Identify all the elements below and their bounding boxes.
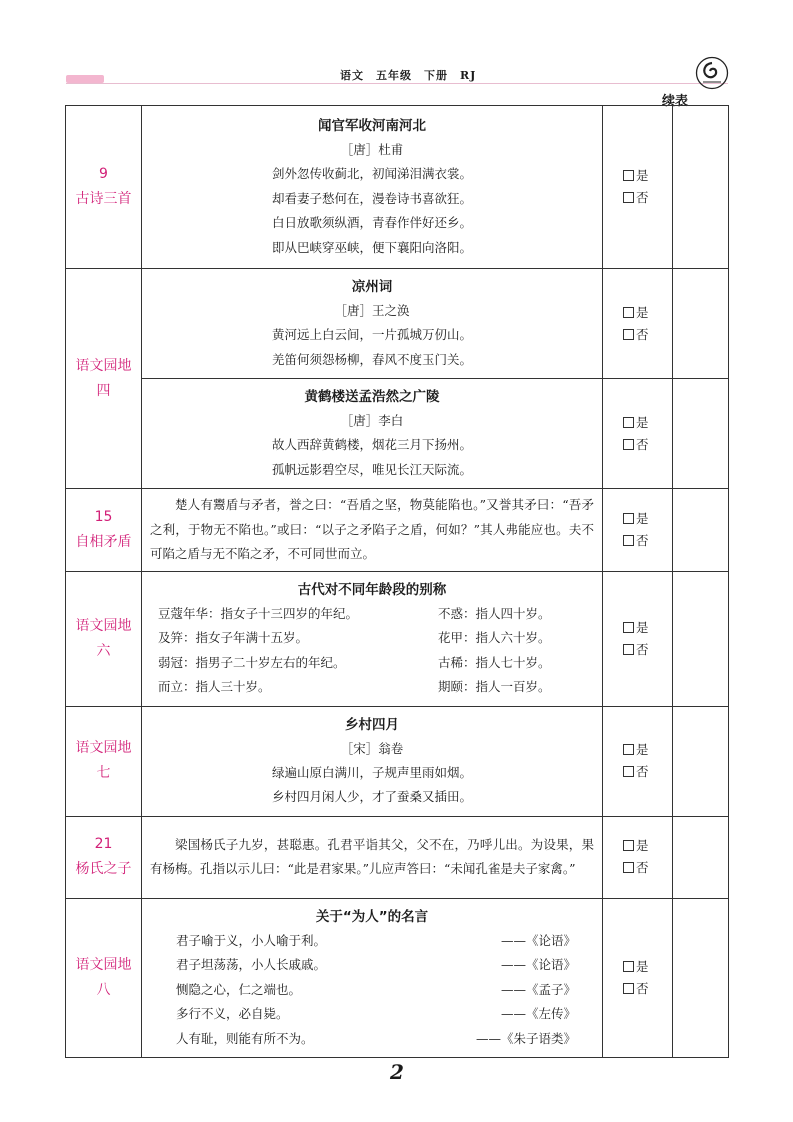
no-label: 否 bbox=[636, 326, 649, 342]
content-cell bbox=[142, 269, 603, 379]
no-label: 否 bbox=[636, 764, 649, 779]
check-cell bbox=[603, 816, 673, 898]
table-row bbox=[66, 571, 729, 706]
yes-label: 是 bbox=[636, 168, 649, 183]
age-term: 古稀：指人七十岁。 bbox=[438, 654, 551, 670]
lesson-cell bbox=[66, 106, 142, 269]
page-number: 2 bbox=[390, 1060, 404, 1084]
blank-cell bbox=[673, 706, 729, 816]
blank-cell bbox=[673, 898, 729, 1058]
poem-line: 白日放歌须纵酒，青春作伴好还乡。 bbox=[271, 215, 472, 230]
classical-text: 梁国杨氏子九岁，甚聪惠。孔君平诣其父，父不在，乃呼儿出。为设果，果有杨梅。孔指以示儿曰：“此是君家果。”儿应声答曰：“未闻孔雀是夫子家禽。” bbox=[150, 836, 594, 876]
no-checkbox[interactable] bbox=[623, 439, 634, 450]
no-label: 否 bbox=[636, 436, 649, 452]
poem-author: ［唐］杜甫 bbox=[340, 142, 404, 157]
lesson-title: 语文园地 bbox=[75, 956, 132, 973]
yes-label: 是 bbox=[636, 414, 649, 430]
lesson-title: 语文园地 bbox=[75, 740, 132, 756]
poem-line: 绿遍山原白满川，子规声里雨如烟。 bbox=[271, 764, 472, 780]
header-subject: 语文 五年级 下册 RJ bbox=[340, 69, 477, 82]
lesson-subtitle: 八 bbox=[96, 981, 111, 998]
poem-line: 却看妻子愁何在，漫卷诗书喜欲狂。 bbox=[271, 190, 472, 206]
blank-cell bbox=[673, 379, 729, 489]
poem-title: 乡村四月 bbox=[345, 716, 399, 733]
yes-label: 是 bbox=[636, 510, 649, 526]
no-checkbox[interactable] bbox=[623, 329, 634, 340]
classical-text: 楚人有鬻盾与矛者，誉之曰：“吾盾之坚，物莫能陷也。”又誉其矛曰：“吾矛之利，于物无不陷也。”或曰：“以子之矛陷子之盾，何如？”其人弗能应也。夫不可陷之盾与无不陷之矛，不可同世而立。 bbox=[150, 497, 594, 561]
poem-author: ［唐］王之涣 bbox=[334, 303, 410, 318]
content-cell bbox=[142, 898, 603, 1058]
lesson-number: 9 bbox=[99, 166, 108, 182]
poem-line: 乡村四月闲人少，才了蚕桑又插田。 bbox=[271, 789, 472, 804]
lesson-cell bbox=[66, 571, 142, 706]
age-term: 豆蔻年华：指女子十三四岁的年纪。 bbox=[158, 605, 359, 621]
check-cell bbox=[603, 706, 673, 816]
yes-label: 是 bbox=[636, 742, 649, 757]
swirl-logo-icon bbox=[695, 56, 729, 90]
yes-label: 是 bbox=[636, 838, 649, 853]
continued-label: 续表 bbox=[662, 94, 689, 109]
recitation-table bbox=[65, 105, 729, 1058]
no-checkbox[interactable] bbox=[623, 644, 634, 655]
quote-source: ——《左传》 bbox=[500, 1006, 576, 1021]
no-checkbox[interactable] bbox=[623, 862, 634, 873]
lesson-title: 古诗三首 bbox=[75, 191, 132, 207]
no-checkbox[interactable] bbox=[623, 535, 634, 546]
quote-row bbox=[150, 978, 594, 1003]
content-cell bbox=[142, 571, 603, 706]
no-label: 否 bbox=[636, 190, 649, 205]
age-term: 期颐：指人一百岁。 bbox=[438, 679, 551, 694]
quote-source: ——《孟子》 bbox=[500, 981, 576, 997]
quote-text: 恻隐之心，仁之端也。 bbox=[176, 981, 302, 997]
poem-line: 即从巴峡穿巫峡，便下襄阳向洛阳。 bbox=[271, 239, 472, 255]
blank-cell bbox=[673, 816, 729, 898]
no-checkbox[interactable] bbox=[623, 192, 634, 203]
poem-author: ［宋］翁卷 bbox=[340, 740, 404, 756]
lesson-cell bbox=[66, 898, 142, 1058]
table-row bbox=[66, 706, 729, 816]
quote-text: 君子坦荡荡，小人长戚戚。 bbox=[176, 957, 327, 972]
lesson-number: 15 bbox=[94, 508, 113, 525]
quote-source: ——《论语》 bbox=[500, 932, 576, 948]
age-term: 而立：指人三十岁。 bbox=[158, 679, 271, 694]
poem-title: 闻官军收河南河北 bbox=[318, 118, 426, 134]
lesson-cell bbox=[66, 269, 142, 489]
blank-cell bbox=[673, 269, 729, 379]
age-term: 及笄：指女子年满十五岁。 bbox=[158, 630, 309, 645]
table-row bbox=[66, 269, 729, 379]
quote-row bbox=[150, 929, 594, 954]
poem-line: 羌笛何须怨杨柳，春风不度玉门关。 bbox=[271, 351, 472, 367]
check-cell bbox=[603, 269, 673, 379]
section-title: 古代对不同年龄段的别称 bbox=[297, 581, 447, 598]
quote-row bbox=[150, 953, 594, 978]
blank-cell bbox=[673, 489, 729, 572]
lesson-title: 杨氏之子 bbox=[75, 861, 132, 877]
age-term: 不惑：指人四十岁。 bbox=[438, 605, 551, 621]
yes-checkbox[interactable] bbox=[623, 840, 634, 851]
age-term: 弱冠：指男子二十岁左右的年纪。 bbox=[158, 654, 346, 670]
yes-checkbox[interactable] bbox=[623, 961, 634, 972]
quote-row bbox=[150, 1027, 594, 1052]
lesson-subtitle: 六 bbox=[96, 642, 111, 659]
no-label: 否 bbox=[636, 980, 649, 996]
lesson-title: 语文园地 bbox=[75, 617, 132, 634]
poem-line: 孤帆远影碧空尽，唯见长江天际流。 bbox=[271, 461, 472, 477]
poem-line: 黄河远上白云间，一片孤城万仞山。 bbox=[271, 327, 472, 342]
age-term-grid bbox=[150, 602, 594, 700]
header-accent bbox=[66, 75, 104, 83]
quote-text: 人有耻，则能有所不为。 bbox=[176, 1030, 314, 1046]
table-row bbox=[66, 106, 729, 269]
yes-checkbox[interactable] bbox=[623, 417, 634, 428]
lesson-cell bbox=[66, 489, 142, 572]
content-cell bbox=[142, 816, 603, 898]
check-cell bbox=[603, 898, 673, 1058]
lesson-subtitle: 七 bbox=[96, 765, 111, 781]
lesson-cell bbox=[66, 706, 142, 816]
check-cell bbox=[603, 571, 673, 706]
blank-cell bbox=[673, 571, 729, 706]
check-cell bbox=[603, 106, 673, 269]
no-label: 否 bbox=[636, 641, 649, 657]
poem-line: 故人西辞黄鹤楼，烟花三月下扬州。 bbox=[271, 437, 472, 452]
poem-line: 剑外忽传收蓟北，初闻涕泪满衣裳。 bbox=[271, 166, 472, 181]
quote-text: 多行不义，必自毙。 bbox=[176, 1006, 289, 1021]
no-label: 否 bbox=[636, 860, 649, 875]
poem-author: ［唐］李白 bbox=[340, 413, 404, 428]
poem-title: 黄鹤楼送孟浩然之广陵 bbox=[304, 389, 440, 405]
no-checkbox[interactable] bbox=[623, 983, 634, 994]
yes-checkbox[interactable] bbox=[623, 744, 634, 755]
content-cell bbox=[142, 489, 603, 572]
table-row bbox=[66, 489, 729, 572]
yes-checkbox[interactable] bbox=[623, 622, 634, 633]
check-cell bbox=[603, 379, 673, 489]
content-cell bbox=[142, 106, 603, 269]
yes-label: 是 bbox=[636, 958, 649, 974]
check-cell bbox=[603, 489, 673, 572]
quote-source: ——《论语》 bbox=[500, 957, 576, 972]
content-cell bbox=[142, 706, 603, 816]
section-title: 关于“为人”的名言 bbox=[315, 908, 429, 925]
lesson-number: 21 bbox=[94, 836, 113, 852]
age-term: 花甲：指人六十岁。 bbox=[438, 630, 551, 645]
table-row bbox=[66, 379, 729, 489]
content-cell bbox=[142, 379, 603, 489]
no-checkbox[interactable] bbox=[623, 766, 634, 777]
yes-checkbox[interactable] bbox=[623, 513, 634, 524]
table-row bbox=[66, 898, 729, 1058]
yes-label: 是 bbox=[636, 304, 649, 320]
lesson-subtitle: 四 bbox=[96, 382, 111, 399]
quote-source: ——《朱子语类》 bbox=[475, 1030, 576, 1046]
poem-title: 凉州词 bbox=[351, 279, 393, 295]
lesson-title: 语文园地 bbox=[75, 357, 132, 374]
quote-text: 君子喻于义，小人喻于利。 bbox=[176, 932, 327, 948]
yes-label: 是 bbox=[636, 619, 649, 635]
lesson-cell bbox=[66, 816, 142, 898]
no-label: 否 bbox=[636, 532, 649, 548]
quote-row bbox=[150, 1002, 594, 1027]
table-row bbox=[66, 816, 729, 898]
header-rule bbox=[66, 83, 728, 84]
yes-checkbox[interactable] bbox=[623, 170, 634, 181]
lesson-title: 自相矛盾 bbox=[75, 533, 132, 550]
yes-checkbox[interactable] bbox=[623, 307, 634, 318]
blank-cell bbox=[673, 106, 729, 269]
